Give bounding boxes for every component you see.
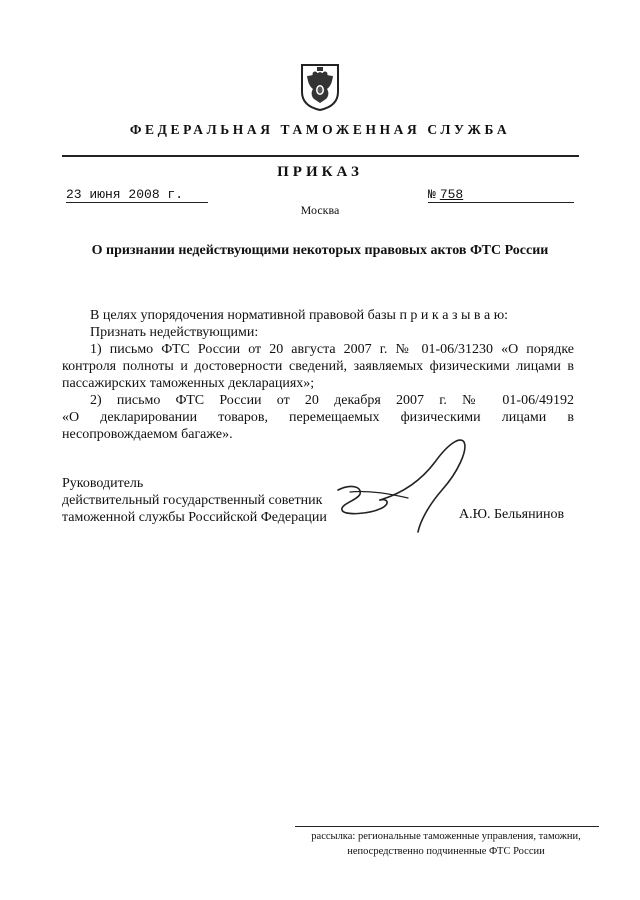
position-line-2: действительный государственный советник [62, 493, 323, 508]
signatory-name: А.Ю. Бельянинов [459, 507, 565, 522]
item-2-line-2: «О декларировании товаров, перемещаемых физическими лицами в [62, 410, 574, 425]
position-line-3: таможенной службы Российской Федерации [62, 510, 327, 525]
distribution-line-2: непосредственно подчиненные ФТС России [347, 846, 545, 857]
footer-divider [295, 826, 599, 827]
body-declare: Признать недействующими: [90, 325, 259, 340]
document-number [428, 187, 574, 203]
position-line-1: Руководитель [62, 476, 144, 491]
item-1-line-1: 1) письмо ФТС России от 20 августа 2007 г. № 01-06/31230 «О порядке [90, 342, 574, 357]
item-1-line-2: контроля полноты и достоверности сведений, заявляемых физическими лицами в [62, 359, 574, 374]
body-intro: В целях упорядочения нормативной правовой базы п р и к а з ы в а ю: [90, 308, 509, 323]
distribution-list [290, 829, 602, 859]
item-2-line-3: несопровождаемом багаже». [62, 427, 233, 442]
document-title: О признании недействующими некоторых правовых актов ФТС России [91, 243, 549, 258]
item-2-line-1: 2) письмо ФТС России от 20 декабря 2007 г. № 01-06/49192 [90, 393, 574, 408]
signatory-position [62, 475, 327, 526]
document-date [66, 187, 208, 203]
number-value: 758 [439, 187, 464, 202]
item-1-line-3: пассажирских таможенных декларациях»; [62, 376, 315, 391]
distribution-line-1: рассылка: региональные таможенные управления, таможни, [311, 831, 581, 842]
organization-name: ФЕДЕРАЛЬНАЯ ТАМОЖЕННАЯ СЛУЖБА [129, 122, 511, 137]
header-divider [62, 155, 579, 157]
city: Москва [300, 203, 340, 217]
document-type: ПРИКАЗ [277, 164, 363, 180]
handwritten-signature [330, 432, 480, 542]
emblem-icon [299, 62, 341, 112]
date-value: 23 июня 2008 г. [66, 187, 184, 202]
number-prefix: № [428, 187, 436, 202]
